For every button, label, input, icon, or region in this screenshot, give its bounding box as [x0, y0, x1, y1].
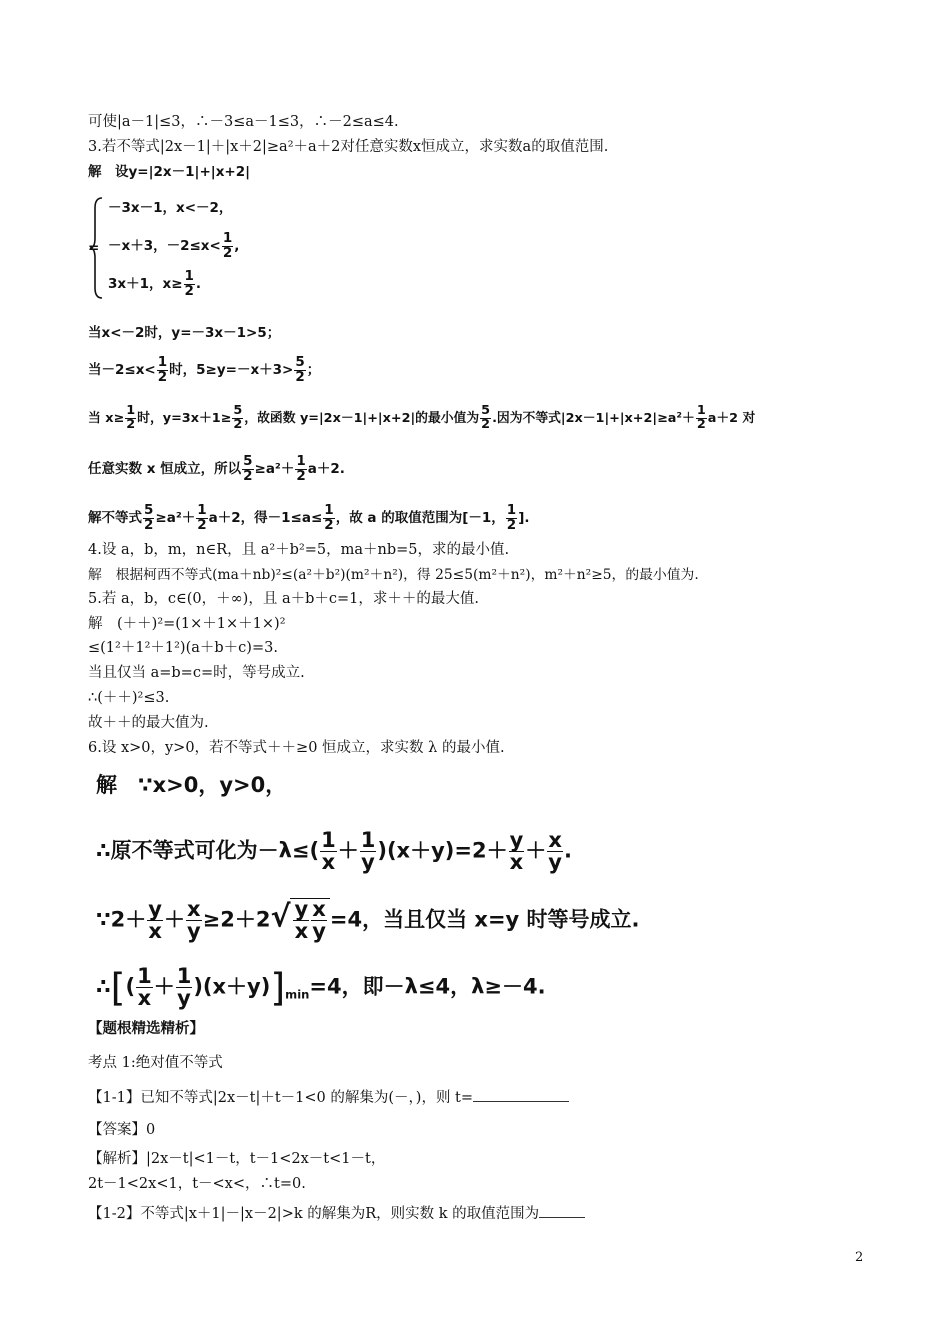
solution-5-line-4: ∴(＋＋)²≤3.	[88, 690, 170, 706]
sqrt-radicand: $\frac{y}{x}$ $\frac{x}{y}$	[290, 898, 329, 942]
solution-6-line-1: 解 ∵x>0，y>0，	[96, 773, 287, 797]
problem-6-statement: 6.设 x>0，y>0，若不等式＋＋≥0 恒成立，求实数 λ 的最小值.	[88, 740, 505, 756]
analysis-1-1-line-1: 【解析】|2x－t|<1－t，t－1<2x－t<1－t，	[88, 1151, 386, 1167]
solution-step-3: 当 x≥ $\frac{1}{2}$ 时，y=3x＋1≥ $\frac{5}{2}$ ，故函数 y=|2x－1|+|x+2|的最小值为 $\frac{5}{2}$ .因为不等式|2x－1|+|x+2|≥a²＋ $\frac{1}{2}$ a＋2 对	[88, 403, 756, 432]
piecewise-case-2: －x＋3，－2≤x< $\frac{1}{2}$ ,	[108, 230, 240, 261]
answer-blank	[473, 1087, 569, 1102]
piecewise-brace-icon	[88, 196, 106, 300]
solution-3-intro: 解 设y=|2x－1|+|x+2|	[88, 164, 251, 180]
solution-step-5: 解不等式 $\frac{5}{2}$ ≥a²＋ $\frac{1}{2}$ a＋2，得－1≤a≤ $\frac{1}{2}$ ，故 a 的取值范围为[－1， $\frac{1}{2}$ ].	[88, 502, 530, 533]
analysis-1-1-line-2: 2t－1<2x<1，t－<x<，∴t=0.	[88, 1176, 306, 1192]
solution-step-2: 当－2≤x< $\frac{1}{2}$ 时，5≥y=－x＋3> $\frac{5}{2}$ ；	[88, 354, 321, 385]
solution-6-line-4: ∴[( $\frac{1}{x}$ ＋ $\frac{1}{y}$ )$(x+y)]_{min}=4$，即－λ≤4，λ≥－4.	[96, 964, 546, 1010]
solution-step-4: 任意实数 x 恒成立，所以 $\frac{5}{2}$ ≥a²＋ $\frac{1}{2}$ a＋2.	[88, 453, 345, 484]
case-3-text: 3x＋1，x≥	[108, 276, 183, 292]
text-line: 可使|a－1|≤3，∴－3≤a－1≤3，∴－2≤a≤4.	[88, 114, 399, 130]
case-2-text: －x＋3，－2≤x<	[108, 238, 221, 254]
answer-1-1: 【答案】0	[88, 1122, 156, 1138]
piecewise-equals: =	[88, 240, 100, 256]
solution-5-line-3: 当且仅当 a=b=c=时，等号成立.	[88, 665, 305, 681]
solution-4: 解 根据柯西不等式(ma＋nb)²≤(a²＋b²)(m²＋n²)，得 25≤5(m²＋n²)，m²＋n²≥5，的最小值为.	[88, 567, 699, 583]
problem-3-statement: 3.若不等式|2x－1|＋|x＋2|≥a²＋a＋2对任意实数x恒成立，求实数a的取值范围.	[88, 139, 609, 155]
exercise-1-1: 【1-1】已知不等式|2x－t|＋t－1<0 的解集为(－，)，则 t=	[88, 1087, 569, 1108]
solution-5-line-5: 故＋＋的最大值为.	[88, 715, 209, 731]
piecewise-case-1: －3x－1，x<－2，	[108, 200, 233, 216]
exercise-1-2: 【1-2】不等式|x＋1|－|x－2|>k 的解集为R，则实数 k 的取值范围为	[88, 1203, 585, 1224]
solution-step-1: 当x<－2时，y=－3x－1>5；	[88, 325, 281, 341]
answer-blank	[539, 1203, 585, 1218]
problem-4-statement: 4.设 a，b，m，n∈R，且 a²＋b²=5，ma＋nb=5，求的最小值.	[88, 542, 510, 558]
section-heading: 【题根精选精析】	[88, 1021, 204, 1037]
solution-5-line-1: 解 (＋＋)²=(1×＋1×＋1×)²	[88, 616, 286, 632]
fraction: $\frac{1}{2}$	[184, 268, 194, 299]
fraction: $\frac{1}{2}$	[222, 230, 233, 261]
solution-6-line-3: ∵2＋ $\frac{y}{x}$ ＋ $\frac{x}{y}$ ≥2＋2√ $\frac{y}{x}$ $\frac{x}{y}$ =4，当且仅当 x=y 时等号成立.	[96, 897, 640, 943]
solution-6-line-2: ∴原不等式可化为－λ≤( $\frac{1}{x}$ ＋ $\frac{1}{y}$ )(x＋y)=2＋ $\frac{y}{x}$ ＋ $\frac{x}{y}$ .	[96, 828, 572, 874]
solution-5-line-2: ≤(1²＋1²＋1²)(a＋b＋c)=3.	[88, 640, 278, 656]
topic-heading: 考点 1:绝对值不等式	[88, 1055, 223, 1071]
piecewise-case-3: 3x＋1，x≥ $\frac{1}{2}$ .	[108, 268, 202, 299]
problem-5-statement: 5.若 a，b，c∈(0，＋∞)，且 a＋b＋c=1，求＋＋的最大值.	[88, 591, 479, 607]
page-number: 2	[855, 1250, 864, 1265]
